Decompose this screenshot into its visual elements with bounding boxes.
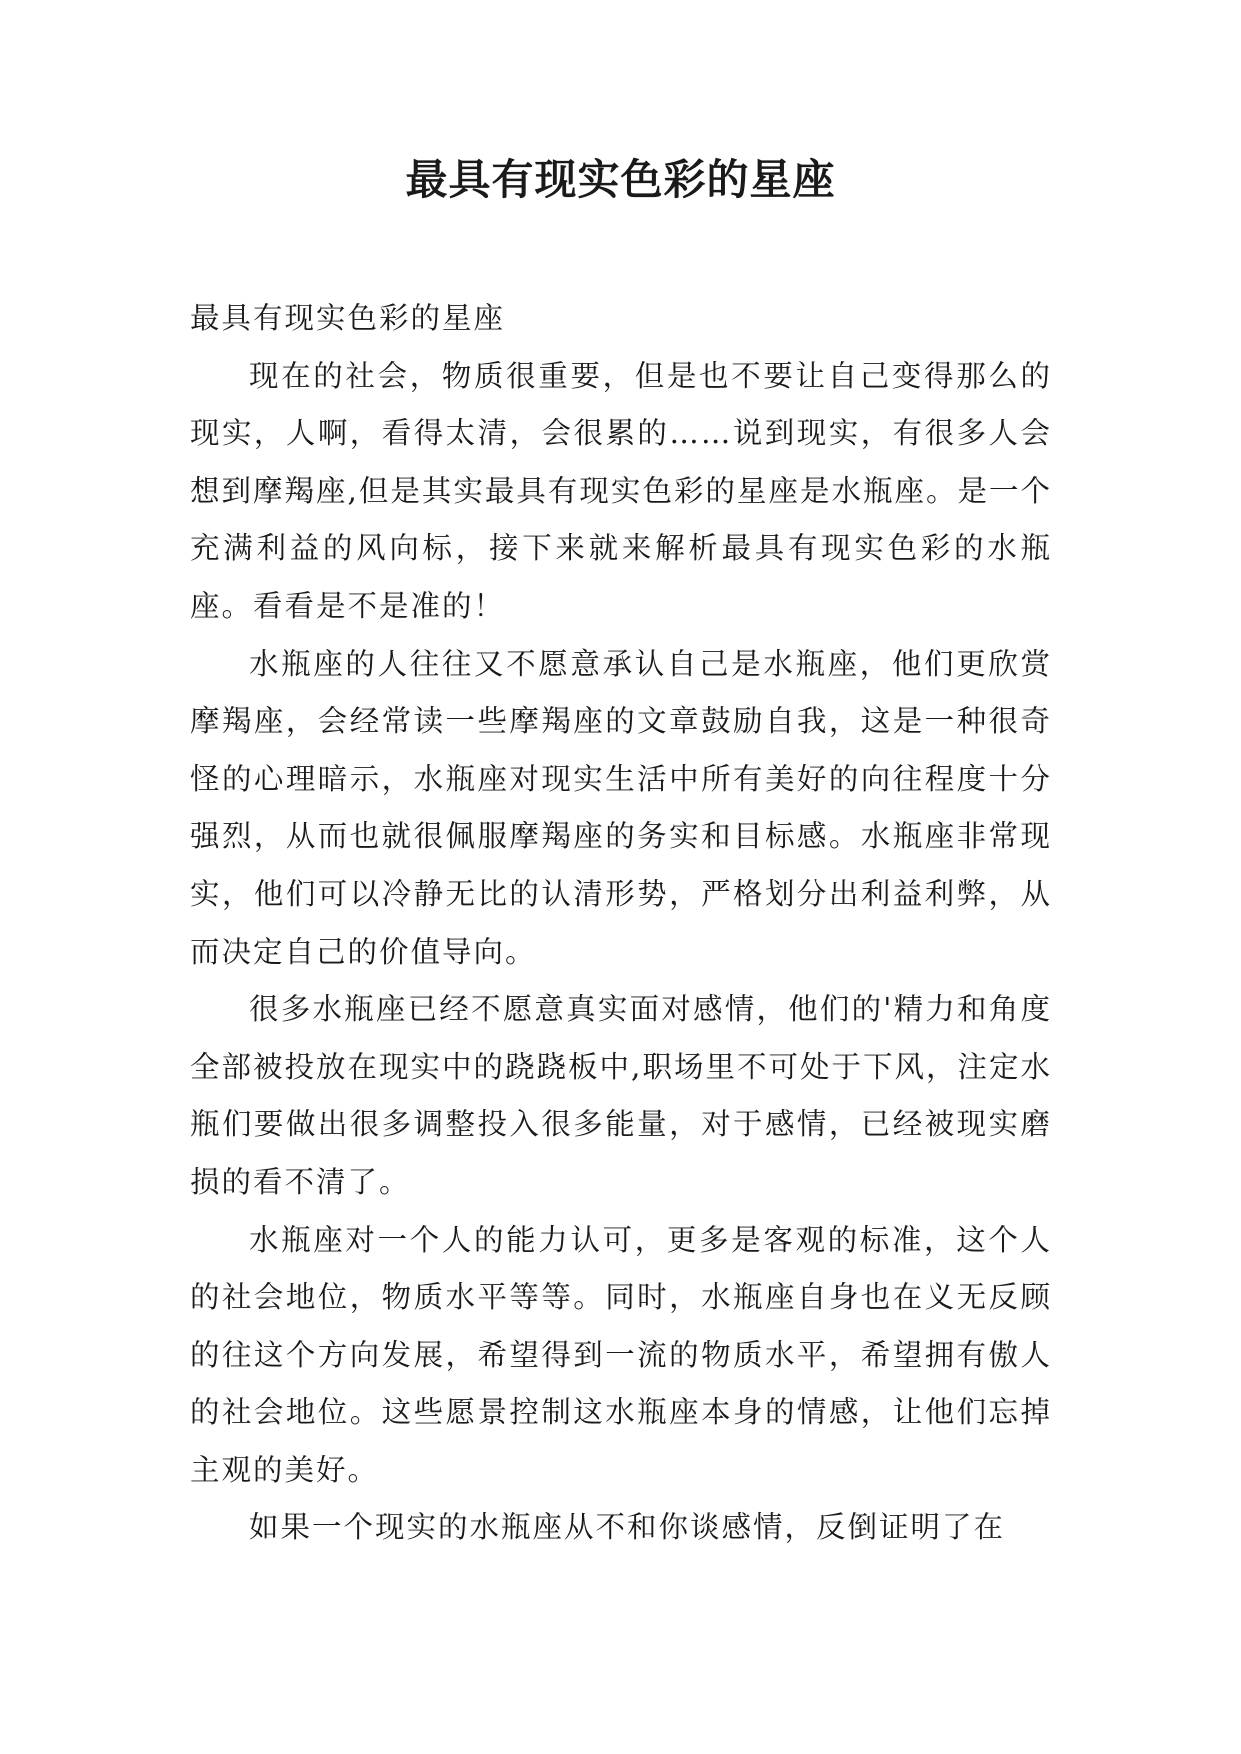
document-subtitle: 最具有现实色彩的星座 (190, 301, 506, 335)
paragraph: 很多水瓶座已经不愿意真实面对感情，他们的'精力和角度全部被投放在现实中的跷跷板中,职场里不可处于下风，注定水瓶们要做出很多调整投入很多能量，对于感情，已经被现实磨损的看不清了。 (190, 992, 1052, 1199)
paragraph: 水瓶座对一个人的能力认可，更多是客观的标准，这个人的社会地位，物质水平等等。同时，水瓶座自身也在义无反顾的往这个方向发展，希望得到一流的物质水平，希望拥有傲人的社会地位。这些愿景控制这水瓶座本身的情感，让他们忘掉主观的美好。 (190, 1222, 1052, 1487)
paragraph: 如果一个现实的水瓶座从不和你谈感情，反倒证明了在 (249, 1510, 1006, 1545)
document-title: 最具有现实色彩的星座 (405, 155, 836, 204)
paragraph: 水瓶座的人往往又不愿意承认自己是水瓶座，他们更欣赏摩羯座，会经常读一些摩羯座的文章鼓励自我，这是一种很奇怪的心理暗示，水瓶座对现实生活中所有美好的向往程度十分强烈，从而也就很佩服摩羯座的务实和目标感。水瓶座非常现实，他们可以冷静无比的认清形势，严格划分出利益利弊，从而决定自己的价值导向。 (190, 646, 1052, 969)
document-body (190, 290, 1052, 1557)
paragraph: 现在的社会，物质很重要，但是也不要让自己变得那么的现实，人啊，看得太清，会很累的……说到现实，有很多人会想到摩羯座,但是其实最具有现实色彩的星座是水瓶座。是一个充满利益的风向标，接下来就来解析最具有现实色彩的水瓶座。看看是不是准的！ (190, 358, 1052, 623)
